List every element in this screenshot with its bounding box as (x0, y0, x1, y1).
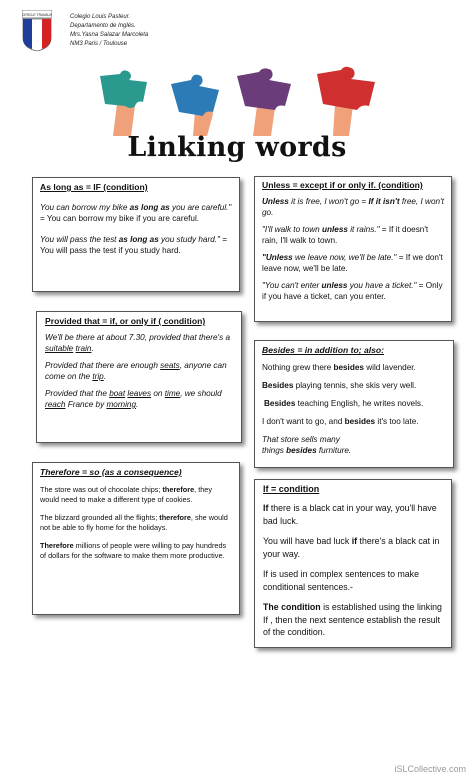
therefore-box (32, 462, 240, 615)
example-paragraph: You will have bad luck if there's a black cat in your way. (263, 536, 440, 559)
example-paragraph: Nothing grew there besides wild lavender. (262, 363, 416, 372)
example-paragraph: Provided that there are enough seats, anyone can come on the trip. (45, 361, 227, 381)
box-header: Unless = except if or only if. (condition) (262, 180, 423, 190)
example-paragraph: Provided that the boat leaves on time, we should reach France by morning. (45, 389, 222, 409)
box-header: As long as = IF (condition) (40, 182, 148, 192)
box-header: Provided that = if, or only if ( condition) (45, 316, 206, 326)
example-paragraph: That store sells many things besides furniture. (262, 435, 352, 455)
school-line: NM3 Paris / Toulouse (70, 41, 128, 47)
example-paragraph: The store was out of chocolate chips; therefore, they would need to make a different type of cookies. (40, 485, 212, 504)
example-paragraph: "Unless we leave now, we'll be late." = If we don't leave now, we'll be late. (262, 253, 443, 273)
box-header: Besides = in addition to; also: (262, 345, 384, 355)
puzzle-hands-illustration (95, 66, 385, 136)
example-paragraph: We'll be there at about 7.30, provided that there's a suitable train. (45, 333, 231, 353)
box-header: Therefore = so (as a consequence) (40, 467, 182, 477)
example-paragraph: You can borrow my bike as long as you are careful." = You can borrow my bike if you are careful. (40, 203, 232, 223)
example-paragraph: Besides teaching English, he writes novels. (264, 399, 424, 408)
example-paragraph: "I'll walk to town unless it rains." = If it doesn't rain, I'll walk to town. (262, 225, 429, 245)
svg-text:CERCLE TRAVAUX: CERCLE TRAVAUX (22, 13, 52, 17)
besides-box (254, 340, 454, 468)
box-header: If = condition (263, 484, 320, 494)
example-paragraph: The blizzard grounded all the flights; therefore, she would not be able to fly home for the holidays. (40, 513, 228, 532)
example-paragraph: The condition is established using the linking If , then the next sentence establish the result of the condition. (263, 602, 442, 637)
school-logo (22, 10, 52, 52)
site-watermark[interactable]: iSLCollective.com (394, 764, 466, 774)
unless-box (254, 176, 452, 322)
example-paragraph: You will pass the test as long as you study hard." = You will pass the test if you study hard. (40, 235, 228, 255)
example-paragraph: Besides playing tennis, she skis very well. (262, 381, 417, 390)
example-paragraph: If is used in complex sentences to make conditional sentences.- (263, 569, 419, 592)
example-paragraph: "You can't enter unless you have a ticket." = Only if you have a ticket, can you enter. (262, 281, 443, 301)
school-info (70, 13, 148, 49)
example-paragraph: Therefore millions of people were willing to pay hundreds of dollars for the software to make them more productive. (40, 541, 227, 560)
school-line: Colegio Louis Pasteur. (70, 14, 131, 20)
page-title: Linking words (127, 132, 347, 163)
as-long-as-box (32, 177, 240, 292)
school-line: Mrs.Yasna Salazar Marcoleta (70, 32, 149, 38)
school-line: Departamento de Inglés. (70, 23, 136, 29)
provided-that-box (36, 311, 242, 443)
example-paragraph: Unless it is free, I won't go = If it isn't free, I won't go. (262, 197, 444, 217)
if-condition-box (254, 479, 452, 648)
example-paragraph: If there is a black cat in your way, you'll have bad luck. (263, 503, 437, 526)
example-paragraph: I don't want to go, and besides it's too late. (262, 417, 419, 426)
